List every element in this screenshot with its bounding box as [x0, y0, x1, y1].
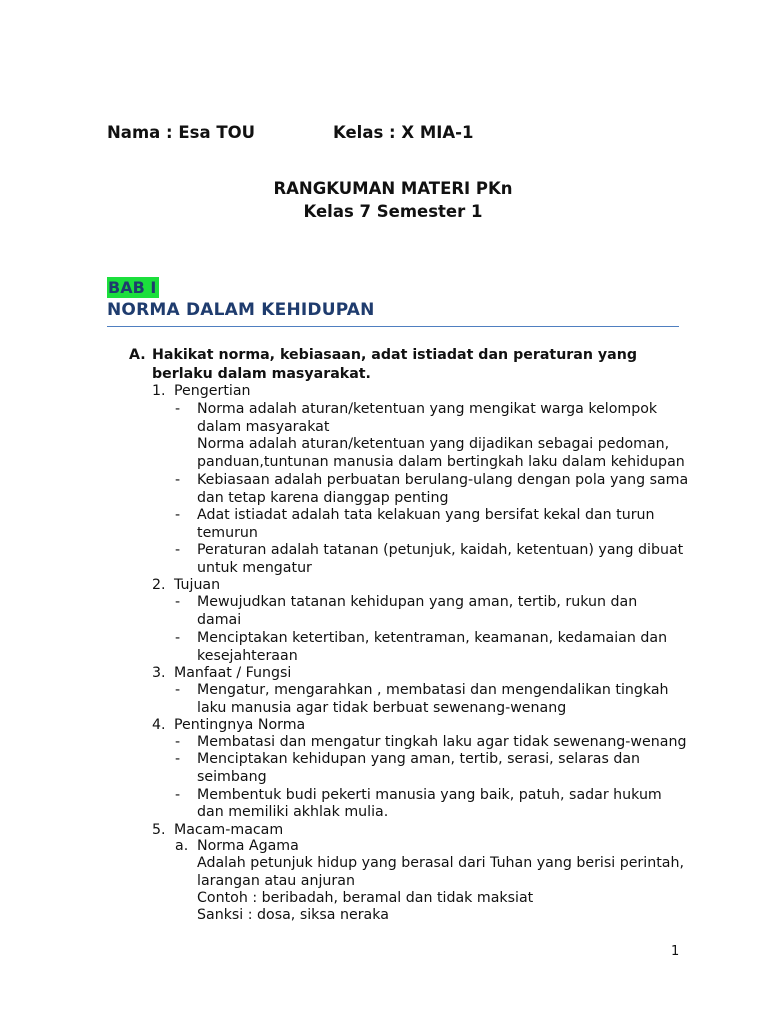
section-heading-line2: berlaku dalam masyarakat. [152, 366, 371, 382]
list-title: Pentingnya Norma [174, 717, 306, 733]
bullet-text: Menciptakan ketertiban, ketentraman, keamanan, kedamaian dan [197, 630, 668, 646]
bullet-text: Membatasi dan mengatur tingkah laku agar tidak sewenang-wenang [197, 734, 687, 750]
bullet-text: dan tetap karena dianggap penting [197, 490, 449, 506]
list-title: Manfaat / Fungsi [174, 665, 292, 681]
list-number: 4. [152, 717, 166, 733]
list-number: 2. [152, 577, 166, 593]
document-title: RANGKUMAN MATERI PKn [273, 179, 513, 198]
bullet-dash: - [175, 630, 181, 646]
sublist-text: Sanksi : dosa, siksa neraka [197, 907, 389, 923]
bullet-text: dan memiliki akhlak mulia. [197, 804, 389, 820]
bullet-text: Peraturan adalah tatanan (petunjuk, kaidah, ketentuan) yang dibuat [197, 542, 684, 558]
list-number: 1. [152, 383, 166, 399]
sublist-marker: a. [175, 838, 189, 854]
bullet-dash: - [175, 682, 181, 698]
bullet-text: laku manusia agar tidak berbuat sewenang-wenang [197, 700, 567, 716]
bullet-text: Kebiasaan adalah perbuatan berulang-ulang dengan pola yang sama [197, 472, 689, 488]
document-subtitle: Kelas 7 Semester 1 [303, 202, 483, 221]
heading-divider [107, 326, 679, 327]
bullet-dash: - [175, 594, 181, 610]
section-heading-line1: Hakikat norma, kebiasaan, adat istiadat dan peraturan yang [152, 347, 637, 363]
list-title: Tujuan [174, 577, 221, 593]
bullet-text: seimbang [197, 769, 267, 785]
sublist-title: Norma Agama [197, 838, 299, 854]
bullet-text: Norma adalah aturan/ketentuan yang dijadikan sebagai pedoman, [197, 436, 670, 452]
list-title: Pengertian [174, 383, 251, 399]
sublist-text: Contoh : beribadah, beramal dan tidak maksiat [197, 890, 534, 906]
bullet-text: kesejahteraan [197, 648, 298, 664]
chapter-heading: NORMA DALAM KEHIDUPAN [107, 300, 375, 320]
bullet-dash: - [175, 751, 181, 767]
bullet-text: Norma adalah aturan/ketentuan yang mengikat warga kelompok [197, 401, 658, 417]
bullet-dash: - [175, 542, 181, 558]
bullet-text: panduan,tuntunan manusia dalam bertingkah laku dalam kehidupan [197, 454, 685, 470]
list-title: Macam-macam [174, 822, 284, 838]
bullet-dash: - [175, 507, 181, 523]
student-name: Nama : Esa TOU [107, 123, 256, 142]
bullet-text: Membentuk budi pekerti manusia yang baik, patuh, sadar hukum [197, 787, 662, 803]
bullet-text: temurun [197, 525, 258, 541]
bullet-text: untuk mengatur [197, 560, 312, 576]
bullet-text: Menciptakan kehidupan yang aman, tertib, serasi, selaras dan [197, 751, 641, 767]
bullet-dash: - [175, 787, 181, 803]
list-number: 3. [152, 665, 166, 681]
bullet-text: Mewujudkan tatanan kehidupan yang aman, tertib, rukun dan [197, 594, 638, 610]
bullet-text: Mengatur, mengarahkan , membatasi dan mengendalikan tingkah [197, 682, 669, 698]
bullet-dash: - [175, 401, 181, 417]
list-number: 5. [152, 822, 166, 838]
student-class: Kelas : X MIA-1 [333, 123, 474, 142]
bullet-text: damai [197, 612, 242, 628]
bullet-text: dalam masyarakat [197, 419, 330, 435]
sublist-text: Adalah petunjuk hidup yang berasal dari Tuhan yang berisi perintah, [197, 855, 684, 871]
bullet-text: Adat istiadat adalah tata kelakuan yang bersifat kekal dan turun [197, 507, 655, 523]
bullet-dash: - [175, 734, 181, 750]
chapter-badge: BAB I [107, 277, 159, 298]
bullet-dash: - [175, 472, 181, 488]
sublist-text: larangan atau anjuran [197, 873, 355, 889]
page-number: 1 [671, 944, 680, 959]
section-marker: A. [129, 347, 146, 363]
